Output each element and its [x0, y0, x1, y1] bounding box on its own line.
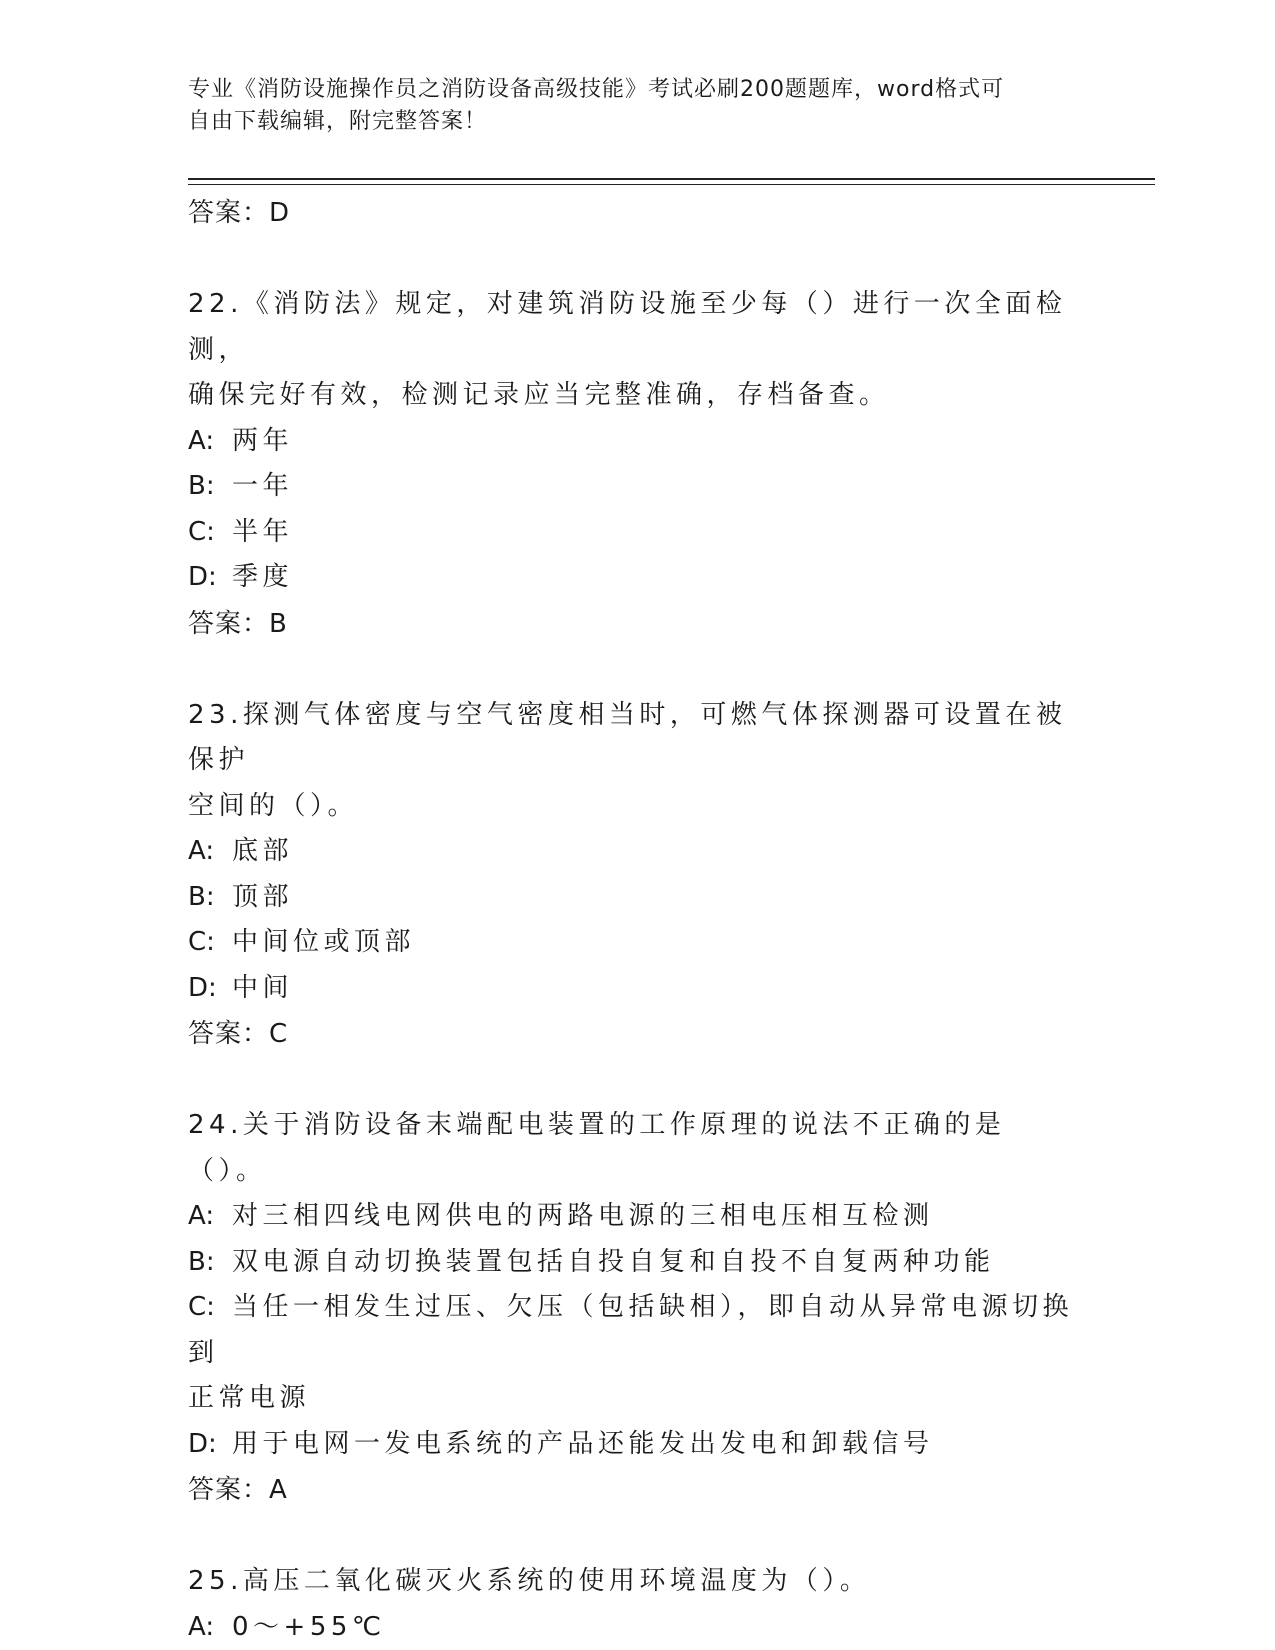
question-text: 22.《消防法》规定，对建筑消防设施至少每（）进行一次全面检测，: [188, 289, 1067, 365]
option-text: 底部: [232, 836, 294, 866]
option-label: D:: [188, 972, 217, 1003]
option-text: 顶部: [232, 881, 294, 912]
option-text: 两年: [232, 425, 294, 456]
question-text: 25.高压二氧化碳灭火系统的使用环境温度为（）。: [188, 1566, 871, 1596]
option-label: C:: [188, 516, 215, 547]
option-label: A:: [188, 425, 215, 456]
question-24: [188, 1103, 1078, 1513]
question-23: [188, 693, 1078, 1058]
answer: 答案：C: [188, 1019, 289, 1049]
question-list: [188, 190, 1078, 1650]
option-text: 中间位或顶部: [232, 927, 416, 957]
option-label: B:: [188, 471, 215, 501]
option-d: [188, 966, 1078, 1012]
option-a: [188, 1194, 1078, 1240]
option-text: 中间: [232, 972, 294, 1003]
option-label: D:: [188, 562, 217, 592]
option-text: 当任一相发生过压、欠压（包括缺相），即自动从异常电源切换到: [188, 1292, 1074, 1368]
option-label: B:: [188, 1246, 215, 1277]
question-text: 确保完好有效，检测记录应当完整准确，存档备查。: [188, 380, 890, 410]
answer: 答案：A: [188, 1475, 288, 1505]
option-d: [188, 555, 1078, 601]
header-line-2: 自由下载编辑，附完整答案！: [188, 109, 488, 134]
question-text: 24.关于消防设备末端配电装置的工作原理的说法不正确的是（）。: [188, 1110, 1006, 1186]
option-b: [188, 875, 1078, 921]
option-label: A:: [188, 1201, 215, 1231]
option-text: 0～+55℃: [232, 1611, 386, 1642]
option-text: 双电源自动切换装置包括自投自复和自投不自复两种功能: [232, 1246, 995, 1277]
option-label: A:: [188, 836, 215, 866]
option-label: B:: [188, 881, 215, 912]
question-25: [188, 1559, 1078, 1650]
option-b: [188, 1240, 1078, 1286]
header-rule-thin: [188, 184, 1155, 185]
option-text: 半年: [232, 516, 294, 547]
question-text: 空间的（）。: [188, 790, 359, 821]
option-c: [188, 920, 1078, 966]
header-rule-thick: [188, 178, 1155, 180]
option-label: D:: [188, 1428, 217, 1459]
question-text: 23.探测气体密度与空气密度相当时，可燃气体探测器可设置在被保护: [188, 699, 1067, 775]
question-22: [188, 282, 1078, 647]
option-c: [188, 510, 1078, 556]
option-text: 一年: [232, 471, 294, 501]
option-a: [188, 829, 1078, 875]
option-c-continued: 正常电源: [188, 1383, 311, 1413]
option-label: C:: [188, 927, 215, 957]
option-b: [188, 464, 1078, 510]
option-text: 季度: [232, 562, 294, 592]
previous-answer: 答案：D: [188, 198, 291, 228]
option-text: 用于电网一发电系统的产品还能发出发电和卸载信号: [232, 1428, 934, 1459]
option-label: C:: [188, 1292, 215, 1322]
option-d: [188, 1422, 1078, 1468]
option-a: [188, 419, 1078, 465]
option-c: [188, 1285, 1078, 1376]
header-line-1: 专业《消防设施操作员之消防设备高级技能》考试必刷200题题库，word格式可: [188, 77, 1005, 102]
answer: 答案：B: [188, 608, 288, 639]
option-a: [188, 1605, 1078, 1650]
option-text: 对三相四线电网供电的两路电源的三相电压相互检测: [232, 1201, 934, 1231]
option-label: A:: [188, 1611, 215, 1642]
document-header: [188, 74, 1088, 138]
